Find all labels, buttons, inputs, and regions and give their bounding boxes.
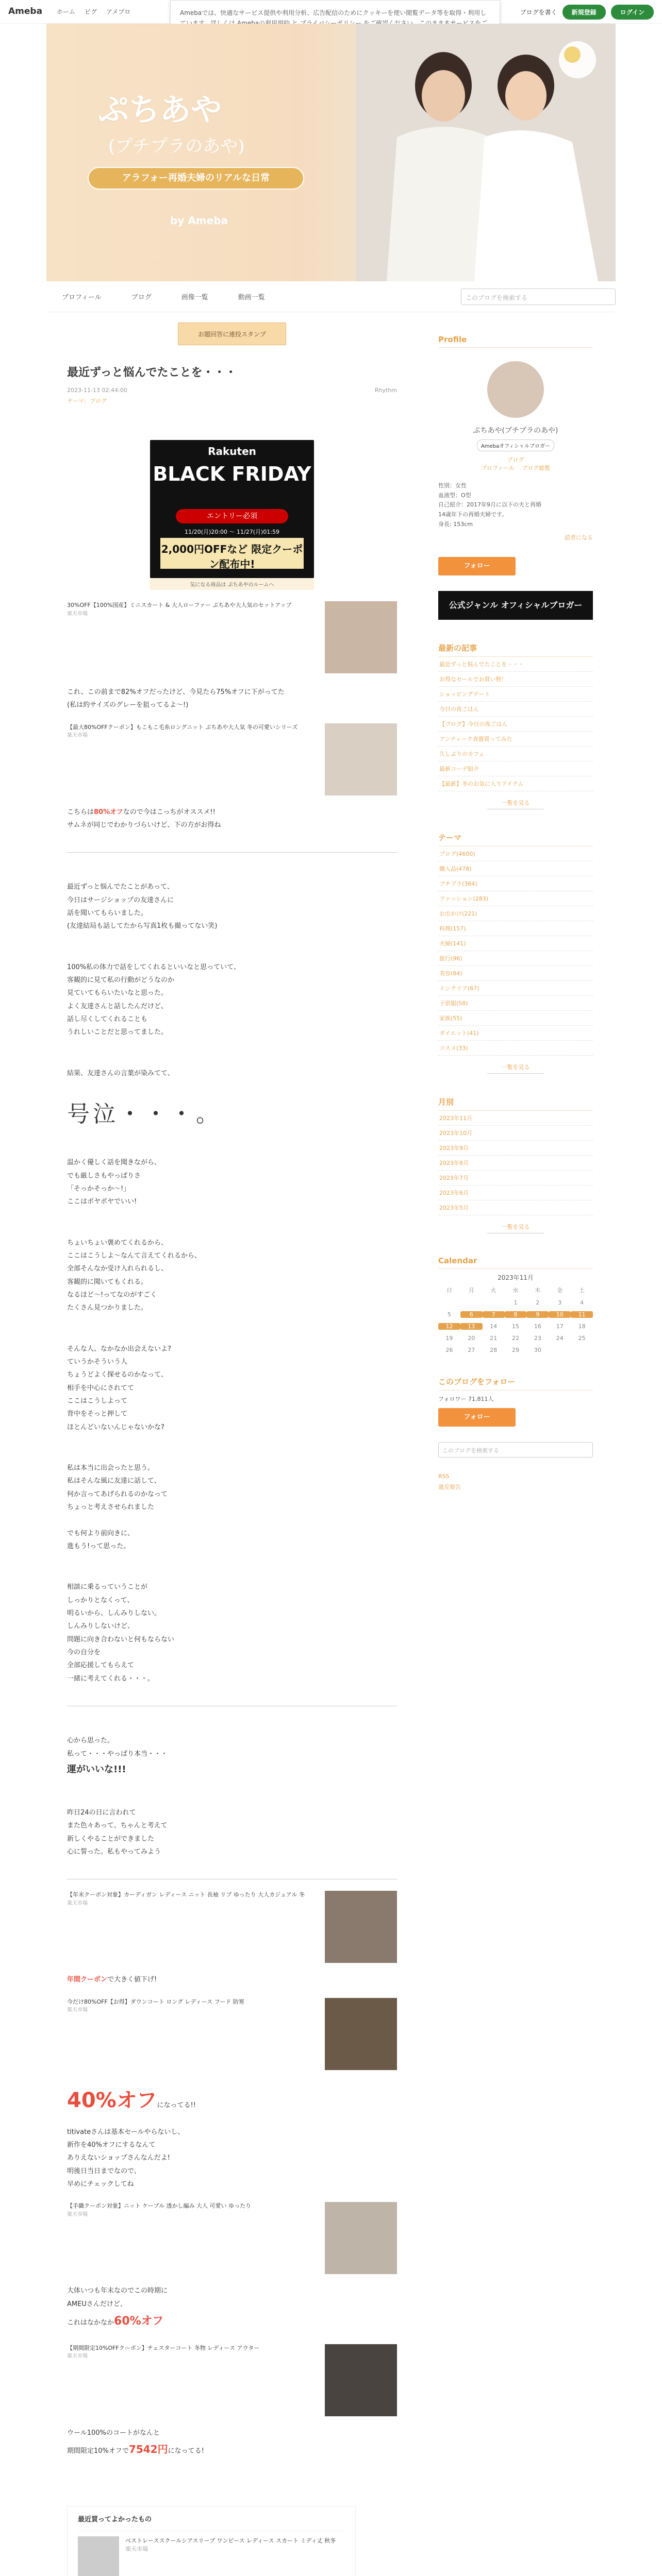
calendar-day[interactable]: 1	[514, 1299, 518, 1307]
month-item[interactable]: 2023年8月	[438, 1156, 593, 1171]
calendar-day[interactable]: 17	[556, 1323, 564, 1330]
calendar-day[interactable]: 16	[534, 1323, 541, 1330]
theme-item[interactable]: 家族(55)	[438, 1011, 593, 1026]
ad-headline: BLACK FRIDAY	[153, 463, 311, 485]
calendar-day[interactable]: 18	[578, 1323, 586, 1330]
cookie-text: Amebaでは、快適なサービス提供や利用分析、広告配信のためにクッキーを使い閲覧データ等を取得・利用し	[180, 9, 487, 16]
ad-brand: Rakuten	[208, 445, 256, 457]
month-heading: 月別	[438, 1096, 593, 1111]
header-actions	[520, 5, 654, 20]
calendar-day[interactable]: 13	[460, 1323, 483, 1330]
calendar-day[interactable]: 15	[511, 1323, 519, 1330]
report-link[interactable]: 違反報告	[438, 1484, 461, 1491]
profile-link-profile[interactable]: プロフィール	[481, 465, 515, 471]
sidebar	[438, 312, 593, 2576]
entry-title[interactable]: 最近ずっと悩んでたことを・・・	[67, 366, 237, 379]
main-column	[67, 312, 397, 2576]
entry-paragraph: titivateさんは基本セールやらないし、 新作を40%オフにするなんて ありえないショップさんなんだよ! 明後日当日までなので、 早めにチェックしてね	[67, 2128, 185, 2189]
calendar-day: 月	[468, 1287, 474, 1294]
rakuten-ad-banner[interactable]	[150, 440, 314, 578]
read-more-link[interactable]: 読者になる	[565, 534, 593, 541]
entry-paragraph: 年間クーポンで大きく値下げ!	[67, 1976, 157, 1984]
entry-paragraph: 相談に乗るっていうことが しっかりとなくって、 明るいから、しんみりしない。 しんみりしないけど、 問題に向き合わないと何もならない 今の自分を 全部応援してもらえて 一緒に考えてくれる・・・。	[67, 1583, 175, 1683]
profile-heading: Profile	[438, 335, 593, 348]
entry-paragraph: 大体いつも年末なのでこの時期に AMEUさんだけど、 これはなかなか60%オフ	[67, 2287, 168, 2328]
official-banner[interactable]: 公式ジャンル オフィシャルブロガー	[438, 591, 593, 620]
calendar-day[interactable]: 14	[490, 1323, 498, 1330]
month-item[interactable]: 2023年9月	[438, 1141, 593, 1156]
blog-nav	[62, 292, 265, 301]
calendar-day: 金	[557, 1287, 563, 1294]
rss-link[interactable]: RSS	[438, 1473, 450, 1480]
global-nav	[57, 7, 130, 16]
profile-link-all[interactable]: ブログ総覧	[522, 465, 551, 471]
month-list	[438, 1111, 593, 1215]
nav-home[interactable]: ホーム	[57, 8, 76, 15]
calendar-day	[571, 1347, 593, 1353]
calendar-day	[483, 1299, 505, 1306]
product-title: 【最大80%OFFクーポン】もこもこ毛糸ロングニット ぷちあや大人気 冬の可愛いシリーズ	[67, 723, 298, 731]
recommend-title: 最近買ってよかったもの	[78, 2516, 152, 2524]
entry-meta	[67, 387, 397, 394]
blog-search-input[interactable]: このブログを検索する	[461, 289, 616, 305]
stamp-button[interactable]: お題回答に連投スタンプ	[178, 323, 286, 345]
recommend-card	[67, 2506, 356, 2576]
theme-item[interactable]: コスメ(33)	[438, 1041, 593, 1056]
recent-item[interactable]: 【最新】冬のお気に入りアイテム	[438, 776, 593, 791]
product-title: 30%OFF【100%国産】ミニスカート & 大人ローファー ぷちあや大人気のセットアップ	[67, 602, 292, 608]
calendar-day: 日	[446, 1287, 452, 1294]
calendar-day[interactable]: 3	[558, 1299, 562, 1307]
product-card[interactable]	[67, 723, 397, 795]
recent-item[interactable]: お得なセールでお買い物！	[438, 672, 593, 687]
recent-item[interactable]: 最近ずっと悩んでたことを・・・	[438, 657, 593, 672]
calendar-day[interactable]: 12	[438, 1323, 460, 1330]
profile-link-blog[interactable]: ブログ	[507, 456, 524, 463]
calendar-day[interactable]: 2	[536, 1299, 540, 1307]
product-card[interactable]	[67, 1998, 397, 2070]
theme-heading: テーマ	[438, 832, 593, 846]
sidebar-search-input[interactable]: このブログを検索する	[438, 1442, 593, 1458]
product-source: 楽天市場	[67, 2007, 88, 2013]
calendar-day[interactable]: 20	[468, 1335, 475, 1342]
blog-header-image[interactable]	[46, 24, 616, 281]
recent-item[interactable]: 最新コーデ紹介	[438, 761, 593, 776]
calendar-day[interactable]: 11	[571, 1311, 593, 1318]
theme-item[interactable]: ブログ(4600)	[438, 846, 593, 861]
nav-ameblo[interactable]: アメブロ	[106, 8, 131, 15]
ad-offer: 2,000円OFFなど 限定クーポン配布中!	[160, 538, 304, 569]
recent-item[interactable]: 【ブログ】今日の夜ごはん	[438, 717, 593, 732]
theme-list	[438, 846, 593, 1056]
calendar-day	[549, 1347, 571, 1353]
product-source: 楽天市場	[67, 733, 88, 739]
follow-button[interactable]: フォロー	[438, 557, 516, 575]
calendar-day[interactable]: 7	[483, 1311, 505, 1318]
calendar-day[interactable]: 19	[445, 1335, 453, 1342]
calendar-day	[438, 1299, 460, 1306]
calendar-grid	[438, 1286, 593, 1353]
hero-tagline: アラフォー再婚夫婦のリアルな日常	[88, 167, 304, 190]
nav-profile[interactable]: プロフィール	[62, 294, 102, 301]
calendar-day: 火	[490, 1287, 496, 1294]
entry-theme[interactable]: テーマ：ブログ	[67, 398, 107, 404]
recent-item[interactable]: 今日の夜ごはん	[438, 702, 593, 717]
month-item[interactable]: 2023年7月	[438, 1171, 593, 1185]
ad-date: 11/20(月)20:00 〜 11/27(月)01:59	[185, 529, 279, 535]
calendar-heading: Calendar	[438, 1256, 593, 1269]
theme-item[interactable]: 購入品(478)	[438, 861, 593, 876]
couple-photo	[356, 24, 616, 281]
calendar-day[interactable]: 5	[447, 1311, 451, 1318]
hero-brand: by Ameba	[170, 214, 228, 227]
month-item[interactable]: 2023年5月	[438, 1200, 593, 1215]
product-image	[325, 1998, 397, 2070]
product-source: 楽天市場	[67, 2211, 88, 2217]
nav-blog[interactable]: ブログ	[131, 294, 152, 301]
calendar-day[interactable]: 29	[511, 1347, 519, 1354]
product-title: 【手織クーポン対象】ニット ケーブル 透かし編み 大人 可愛い ゆったり	[67, 2202, 251, 2210]
theme-more-link[interactable]: 一覧を見る	[487, 1063, 544, 1074]
calendar-day[interactable]: 27	[468, 1347, 475, 1354]
ad-entry: エントリー必須	[176, 509, 288, 523]
entry-paragraph: 40%オフになってる!!	[67, 2088, 196, 2112]
entry-date: 2023-11-13 02:44:00	[67, 387, 127, 394]
calendar-month: 2023年11月	[498, 1274, 534, 1282]
calendar-day[interactable]: 21	[490, 1335, 498, 1342]
calendar-day[interactable]: 4	[580, 1299, 584, 1307]
write-blog-link[interactable]: ブログを書く	[520, 9, 557, 16]
product-source: 楽天市場	[67, 1900, 88, 1906]
divider	[67, 852, 397, 853]
theme-item[interactable]: ダイエット(41)	[438, 1026, 593, 1041]
recent-item[interactable]: 久しぶりのカフェ	[438, 747, 593, 761]
theme-item[interactable]: 子供服(58)	[438, 996, 593, 1011]
signup-button[interactable]: 新規登録	[562, 5, 606, 20]
product-title: 【期間限定10%OFFクーポン】チェスターコート 冬物 レディース アウター	[67, 2344, 260, 2351]
product-source: 楽天市場	[67, 611, 88, 617]
calendar-day: 土	[579, 1287, 585, 1294]
theme-item[interactable]: インテリア(67)	[438, 981, 593, 996]
entry-paragraph: こちらは80%オフなので今はこっちがオススメ!! サムネが同じでわかりづらいけど、下の方がお得ね	[67, 808, 221, 829]
entry-paragraph: 結果、友達さんの言葉が染みてて、	[67, 1069, 174, 1077]
calendar-day[interactable]: 24	[556, 1335, 564, 1342]
official-badge: Amebaオフィシャルブロガー	[477, 439, 554, 451]
theme-item[interactable]: 夫婦(141)	[438, 936, 593, 951]
calendar-day[interactable]: 22	[511, 1335, 519, 1342]
month-more-link[interactable]: 一覧を見る	[487, 1223, 544, 1233]
theme-item[interactable]: プチプラ(364)	[438, 876, 593, 891]
profile-name[interactable]: ぷちあや(プチプラのあや)	[473, 427, 558, 435]
recommend-image	[78, 2536, 119, 2576]
calendar-day[interactable]: 10	[549, 1311, 571, 1318]
calendar-day[interactable]: 9	[526, 1311, 549, 1318]
calendar-day: 水	[512, 1287, 519, 1294]
product-card[interactable]	[67, 1891, 397, 1963]
theme-item[interactable]: ファッション(283)	[438, 891, 593, 906]
product-card[interactable]	[67, 2202, 397, 2274]
entry-paragraph: 私は本当に出会ったと思う。 私はそんな風に友達に話して、 何か言ってあげられるのかなって ちょっと考えさせられました でも何より前向きに、 進もう!って思った。	[67, 1464, 168, 1551]
calendar-day	[460, 1299, 483, 1306]
avatar[interactable]	[487, 361, 544, 418]
calendar-day: 木	[535, 1287, 541, 1294]
month-item[interactable]: 2023年10月	[438, 1126, 593, 1141]
ad-footer: 気になる商品は ぷちあやのルームへ	[150, 578, 314, 590]
theme-item[interactable]: 料理(157)	[438, 921, 593, 936]
nav-videos[interactable]: 動画一覧	[238, 294, 265, 301]
product-card[interactable]	[67, 601, 397, 673]
product-title: 今だけ80%OFF【お得】ダウンコート ロング レディース フード 防寒	[67, 1998, 244, 2005]
month-item[interactable]: 2023年6月	[438, 1185, 593, 1200]
calendar-day[interactable]: 26	[445, 1347, 453, 1354]
calendar-day[interactable]: 28	[490, 1347, 498, 1354]
emphasis-text: 号泣・・・。	[67, 1101, 222, 1128]
calendar-day[interactable]: 23	[534, 1335, 541, 1342]
entry-paragraph: 心から思った。 私って・・・やっぱり本当・・・ 運がいいな!!!	[67, 1737, 168, 1775]
product-image	[325, 2344, 397, 2416]
hero-title: ぷちあや	[98, 92, 222, 128]
blog-ribbon	[46, 281, 616, 312]
profile-links	[438, 455, 593, 472]
recent-list	[438, 657, 593, 791]
recent-more-link[interactable]: 一覧を見る	[487, 799, 544, 809]
follow-button-2[interactable]: フォロー	[438, 1408, 516, 1427]
entry-paragraph: これ、この前まで82%オフだったけど、今見たら75%オフに下がってた (私は約サイズのグレーを狙ってるよ〜!)	[67, 688, 285, 709]
month-item[interactable]: 2023年11月	[438, 1111, 593, 1126]
entry-paragraph: そんな人、なかなか出会えないよ? ていうかそういう人 ちょうどよく探せるのかなって、 相手を中心にされてて ここはこうしよって 背中をそっと押して ほとんどいないんじゃないかな?	[67, 1345, 171, 1431]
follower-heading: このブログをフォロー	[438, 1376, 593, 1391]
theme-item[interactable]: お出かけ(221)	[438, 906, 593, 921]
entry-paragraph: ちょいちょい褒めてくれるから、 ここはこうしよ〜なんて言えてくれるから、 全部そんなか受け入れられるし、 客観的に聞いてもくれる。 なるほど〜!ってなのがすごく たくさん見つかりました。	[67, 1239, 202, 1312]
login-button[interactable]: ログイン	[611, 5, 654, 20]
profile-info: 性別：女性 血液型：O型 自己紹介：2017年9月に以下の夫と再婚 14歳年下の再婚夫婦です。 身長: 153cm	[438, 482, 541, 528]
entry-label: Rhythm	[374, 387, 397, 394]
hero-subtitle: (プチプラのあや)	[108, 136, 245, 157]
product-image	[325, 1891, 397, 1963]
calendar-day[interactable]: 6	[460, 1311, 483, 1318]
follower-count: フォロワー 71,811人	[438, 1396, 494, 1403]
ameba-logo[interactable]: Ameba	[8, 6, 43, 16]
recent-item[interactable]: ショッピングデート	[438, 687, 593, 702]
product-image	[325, 2202, 397, 2274]
product-title: 【年末クーポン対象】カーディガン レディース ニット 長袖 リブ ゆったり 大人カジュアル 冬	[67, 1891, 305, 1899]
calendar-day[interactable]: 8	[505, 1311, 527, 1318]
product-source: 楽天市場	[67, 2353, 88, 2360]
entry-paragraph: 100%私の体力で話をしてくれるといいなと思っていて、 客観的に見て私の行動がどうなのか 見ていてもらいたいなと思った。 よく友達さんと話したんだけど、 話し尽くしてくれることも うれしいことだと思ってました。	[67, 963, 240, 1037]
theme-item[interactable]: 美容(84)	[438, 966, 593, 981]
entry-paragraph: 昨日24の日に言われて また色々あって、ちゃんと考えて 新しくやることができました 心に誓った。私もやってみよう	[67, 1808, 168, 1856]
entry-paragraph: 最近ずっと悩んでたことがあって、 今日はサージショップの友達さんに 話を聞いてもらいました。 (友達結局も話してたから写真1枚も撮ってない笑)	[67, 883, 218, 930]
entry-paragraph: 温かく優しく話を聞きながら、 でも厳しさもやっぱりさ 「そっかそっか〜!」 ここはポヤポヤでいい!	[67, 1159, 161, 1206]
recent-heading: 最新の記事	[438, 642, 593, 657]
product-image	[325, 601, 397, 673]
calendar-day[interactable]: 25	[578, 1335, 586, 1342]
product-image	[325, 723, 397, 795]
nav-pigg[interactable]: ピグ	[85, 8, 97, 15]
theme-item[interactable]: 旅行(96)	[438, 951, 593, 966]
recommend-item[interactable]: ベストレーススクールシアスリーブ ワンピース レディース スカート ミディ丈 秋冬 楽天市場	[78, 2531, 345, 2576]
recent-item[interactable]: アンティーク食器買ってみた	[438, 732, 593, 747]
entry-paragraph: ウール100%のコートがなんと 期間限定10%オフで7542円になってる!	[67, 2429, 204, 2456]
nav-images[interactable]: 画像一覧	[181, 294, 208, 301]
calendar-day[interactable]: 30	[534, 1347, 541, 1354]
product-card[interactable]	[67, 2344, 397, 2416]
